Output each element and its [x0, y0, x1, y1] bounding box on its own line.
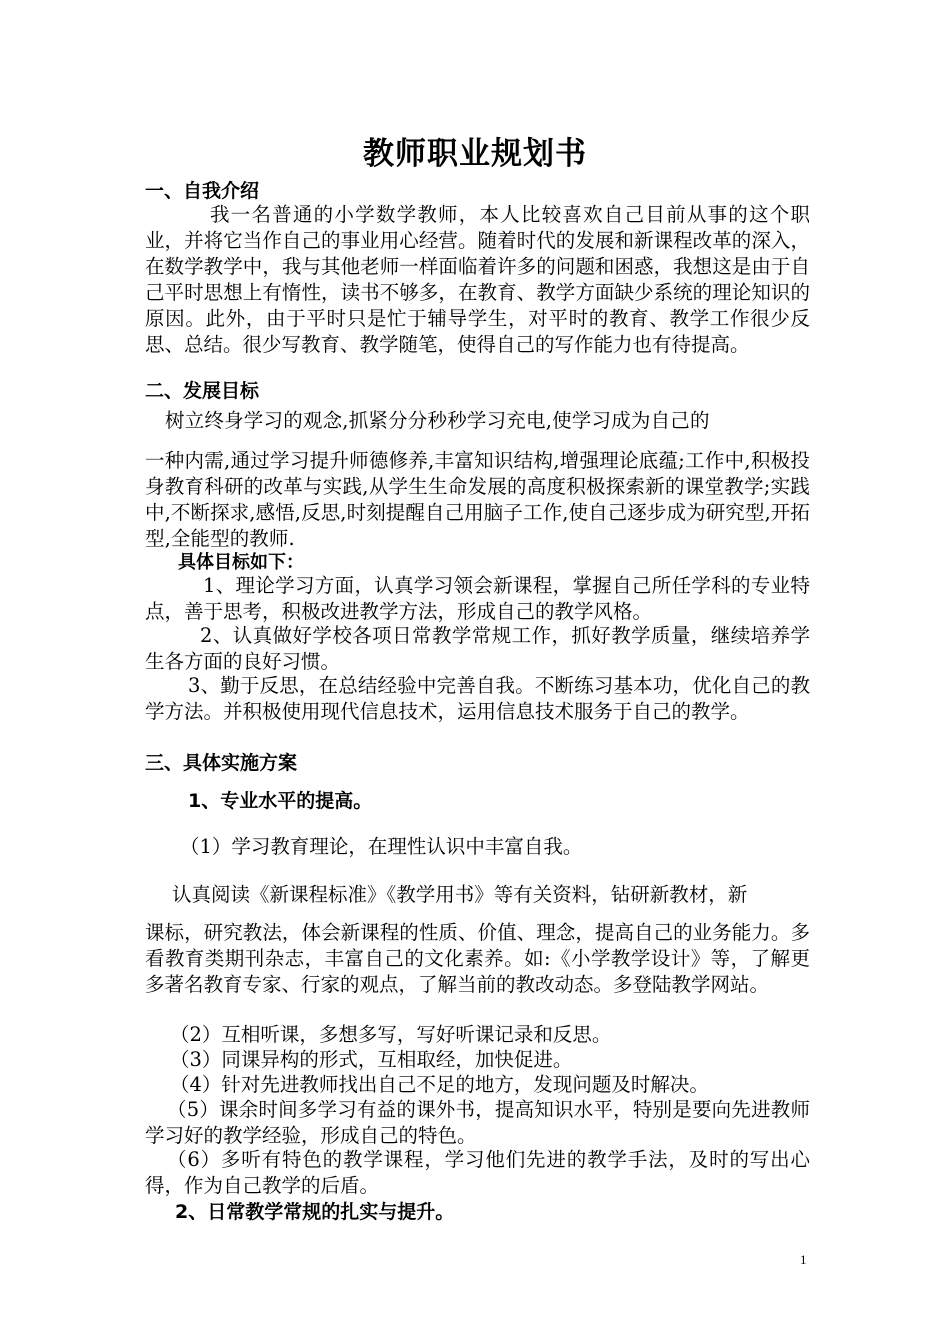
item-2: （2）互相听课，多想多写，写好听课记录和反思。: [170, 1023, 612, 1046]
section-2-heading: 二、发展目标: [145, 380, 260, 402]
section-2-body: 一种内需,通过学习提升师德修养,丰富知识结构,增强理论底蕴;工作中,积极投身教育科研的改革与实践,从学生生命发展的高度积极探索新的课堂教学;实践中,不断探求,感悟,反思,时刻提醒自己用脑子工作,使自己逐步成为研究型,开拓型,全能型的教师.: [145, 449, 810, 550]
section-1-body: 我一名普通的小学数学教师，本人比较喜欢自己目前从事的这个职业，并将它当作自己的事业用心经营。随着时代的发展和新课程改革的深入，在数学教学中，我与其他老师一样面临着许多的问题和困惑，我想这是由于自己平时思想上有惰性，读书不够多，在教育、教学方面缺少系统的理论知识的原因。此外，由于平时只是忙于辅导学生，对平时的教育、教学工作很少反思、总结。很少写教育、教学随笔，使得自己的写作能力也有待提高。: [145, 203, 810, 356]
item-5: （5）课余时间多学习有益的课外书，提高知识水平，特别是要向先进教师学习好的教学经验，形成自己的特色。: [145, 1098, 810, 1147]
section-1-heading: 一、自我介绍: [145, 180, 260, 202]
subsection-2-heading: 2、日常教学常规的扎实与提升。: [175, 1201, 455, 1223]
goal-item-3: 3、勤于反思，在总结经验中完善自我。不断练习基本功，优化自己的教学方法。并积极使用现代信息技术，运用信息技术服务于自己的教学。: [145, 674, 810, 723]
page-number: 1: [800, 1252, 807, 1267]
item-1-body: 课标，研究教法，体会新课程的性质、价值、理念，提高自己的业务能力。多看教育类期刊杂志，丰富自己的文化素养。如:《小学教学设计》等，了解更多著名教育专家、行家的观点，了解当前的教改动态。多登陆教学网站。: [145, 921, 810, 996]
item-1-title: （1）学习教育理论，在理性认识中丰富自我。: [180, 835, 583, 858]
section-3-heading: 三、具体实施方案: [145, 752, 298, 774]
item-4: （4）针对先进教师找出自己不足的地方，发现问题及时解决。: [170, 1073, 709, 1096]
goal-item-2: 2、认真做好学校各项日常教学常规工作，抓好教学质量，继续培养学生各方面的良好习惯。: [145, 624, 810, 673]
item-1-first-line: 认真阅读《新课程标准》《教学用书》等有关资料，钻研新教材，新: [172, 883, 748, 906]
subsection-1-heading: 1、专业水平的提高。: [188, 790, 373, 812]
section-2-intro-line: 树立终身学习的观念,抓紧分分秒秒学习充电,使学习成为自己的: [165, 409, 710, 432]
document-title: 教师职业规划书: [363, 136, 587, 172]
item-6: （6）多听有特色的教学课程，学习他们先进的教学手法，及时的写出心得，作为自己教学的后盾。: [145, 1148, 810, 1197]
goal-item-1: 1、理论学习方面，认真学习领会新课程，掌握自己所任学科的专业特点，善于思考，积极改进教学方法，形成自己的教学风格。: [145, 574, 810, 623]
goals-heading: 具体目标如下：: [178, 552, 304, 573]
item-3: （3）同课异构的形式，互相取经，加快促进。: [170, 1048, 573, 1071]
